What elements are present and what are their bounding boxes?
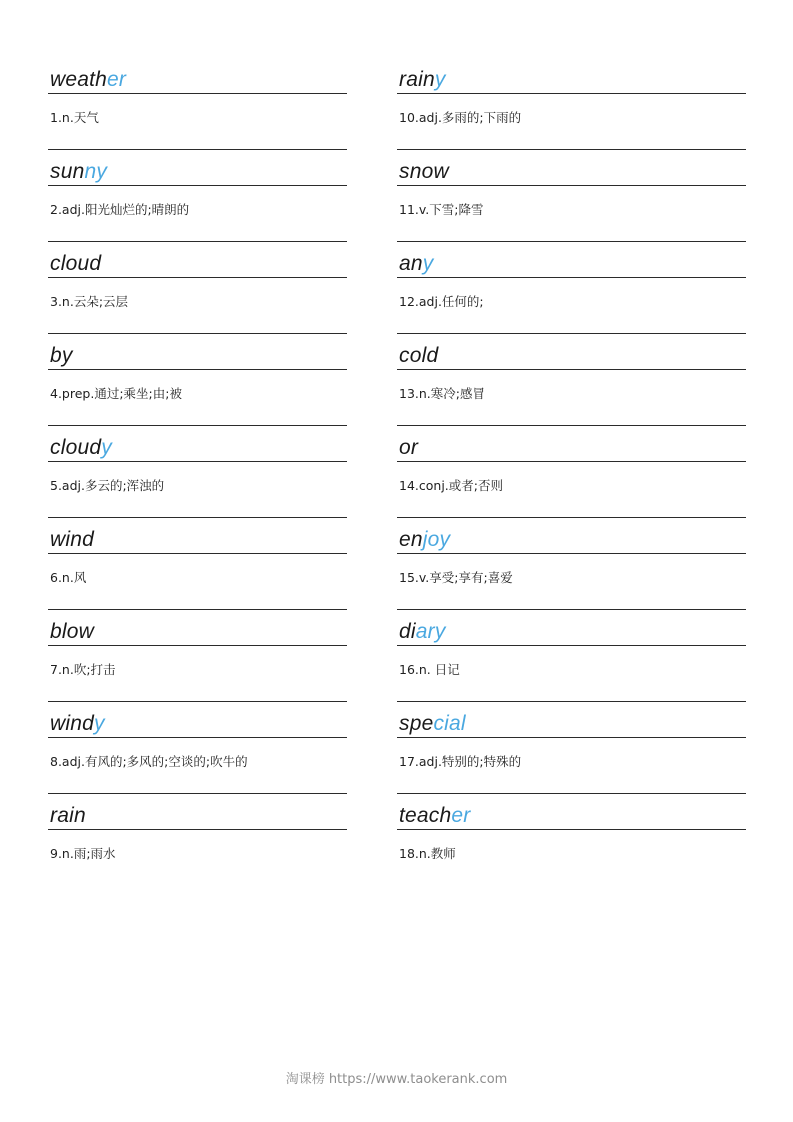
vocabulary-entry (397, 702, 746, 794)
vocabulary-word (50, 529, 94, 550)
definition-line (397, 186, 746, 242)
vocabulary-entry (48, 610, 347, 702)
definition-text: 18.n.教师 (399, 846, 456, 861)
definition-line (397, 462, 746, 518)
word-suffix-hint: cial (433, 712, 466, 735)
definition-text: 13.n.寒冷;感冒 (399, 386, 485, 401)
word-stem: rain (50, 804, 86, 827)
vocabulary-word (50, 621, 94, 642)
vocabulary-word (399, 253, 433, 274)
word-writing-line[interactable] (397, 150, 746, 186)
definition-line (48, 370, 347, 426)
word-stem: cloud (50, 252, 102, 275)
definition-text: 16.n. 日记 (399, 662, 460, 677)
word-stem: blow (50, 620, 94, 643)
word-suffix-hint: y (94, 712, 105, 735)
word-writing-line[interactable] (397, 702, 746, 738)
definition-line (397, 370, 746, 426)
vocabulary-entry (48, 150, 347, 242)
vocabulary-word (399, 161, 449, 182)
word-stem: by (50, 344, 73, 367)
definition-text: 15.v.享受;享有;喜爱 (399, 570, 513, 585)
word-writing-line[interactable] (48, 426, 347, 462)
vocabulary-word (399, 621, 446, 642)
definition-text: 2.adj.阳光灿烂的;晴朗的 (50, 202, 190, 217)
right-column (397, 58, 746, 886)
word-writing-line[interactable] (397, 794, 746, 830)
definition-text: 17.adj.特别的;特殊的 (399, 754, 522, 769)
vocabulary-entry (397, 242, 746, 334)
definition-text: 1.n.天气 (50, 110, 99, 125)
word-writing-line[interactable] (397, 242, 746, 278)
vocabulary-word (399, 529, 450, 550)
word-stem: spe (399, 712, 434, 735)
word-stem: di (399, 620, 416, 643)
definition-line (48, 646, 347, 702)
vocabulary-entry (397, 794, 746, 886)
vocabulary-entry (397, 518, 746, 610)
word-writing-line[interactable] (397, 518, 746, 554)
word-stem: an (399, 252, 423, 275)
vocabulary-word (399, 345, 438, 366)
vocabulary-entry (48, 794, 347, 886)
vocabulary-word (399, 713, 466, 734)
definition-text: 9.n.雨;雨水 (50, 846, 116, 861)
word-writing-line[interactable] (48, 334, 347, 370)
word-writing-line[interactable] (397, 426, 746, 462)
definition-line (397, 94, 746, 150)
definition-line (48, 278, 347, 334)
word-stem: sun (50, 160, 85, 183)
definition-text: 3.n.云朵;云层 (50, 294, 129, 309)
vocabulary-word (399, 805, 470, 826)
vocabulary-entry (397, 610, 746, 702)
footer-watermark: 淘课榜 https://www.taokerank.com (285, 1072, 508, 1087)
word-writing-line[interactable] (48, 518, 347, 554)
word-suffix-hint: y (422, 252, 434, 275)
word-writing-line[interactable] (397, 610, 746, 646)
word-stem: snow (399, 160, 449, 183)
vocabulary-entry (48, 334, 347, 426)
definition-text: 10.adj.多雨的;下雨的 (399, 110, 522, 125)
definition-text: 5.adj.多云的;浑浊的 (50, 478, 165, 493)
definition-line (48, 462, 347, 518)
vocabulary-columns (48, 58, 746, 886)
vocabulary-word (50, 437, 112, 458)
word-stem: en (399, 528, 423, 551)
definition-text: 8.adj.有风的;多风的;空谈的;吹牛的 (50, 754, 248, 769)
vocabulary-entry (48, 426, 347, 518)
word-stem: wind (50, 712, 94, 735)
word-writing-line[interactable] (397, 334, 746, 370)
word-writing-line[interactable] (48, 58, 347, 94)
vocabulary-word (50, 69, 126, 90)
word-writing-line[interactable] (48, 242, 347, 278)
definition-line (48, 830, 347, 886)
word-stem: or (399, 436, 419, 459)
word-suffix-hint: y (101, 436, 112, 459)
word-suffix-hint: joy (422, 528, 451, 551)
word-stem: wind (50, 528, 94, 551)
definition-text: 11.v.下雪;降雪 (399, 202, 484, 217)
vocabulary-entry (397, 58, 746, 150)
vocabulary-word (399, 69, 446, 90)
word-stem: teach (399, 804, 452, 827)
definition-line (48, 738, 347, 794)
definition-line (48, 186, 347, 242)
vocabulary-word (50, 345, 73, 366)
word-writing-line[interactable] (48, 702, 347, 738)
definition-text: 12.adj.任何的; (399, 294, 484, 309)
word-suffix-hint: y (434, 68, 446, 91)
word-stem: cloud (50, 436, 102, 459)
word-writing-line[interactable] (397, 58, 746, 94)
definition-line (48, 94, 347, 150)
definition-text: 7.n.吹;打击 (50, 662, 116, 677)
word-stem: cold (399, 344, 439, 367)
vocabulary-entry (48, 702, 347, 794)
definition-text: 14.conj.或者;否则 (399, 478, 503, 493)
vocabulary-word (399, 437, 418, 458)
word-writing-line[interactable] (48, 794, 347, 830)
vocabulary-entry (48, 518, 347, 610)
word-stem: weath (50, 68, 108, 91)
word-writing-line[interactable] (48, 610, 347, 646)
word-suffix-hint: er (451, 804, 471, 827)
vocabulary-entry (48, 58, 347, 150)
vocabulary-word (50, 161, 107, 182)
vocabulary-word (50, 713, 105, 734)
vocabulary-entry (397, 334, 746, 426)
word-stem: rain (399, 68, 435, 91)
definition-line (397, 554, 746, 610)
word-suffix-hint: ny (84, 160, 108, 183)
definition-line (397, 278, 746, 334)
vocabulary-entry (48, 242, 347, 334)
definition-line (397, 738, 746, 794)
word-suffix-hint: ary (415, 620, 446, 643)
definition-text: 4.prep.通过;乘坐;由;被 (50, 386, 182, 401)
word-suffix-hint: er (107, 68, 127, 91)
definition-line (48, 554, 347, 610)
definition-line (397, 830, 746, 886)
vocabulary-word (50, 253, 101, 274)
vocabulary-entry (397, 426, 746, 518)
definition-line (397, 646, 746, 702)
vocabulary-entry (397, 150, 746, 242)
definition-text: 6.n.风 (50, 570, 87, 585)
word-writing-line[interactable] (48, 150, 347, 186)
vocabulary-word (50, 805, 86, 826)
left-column (48, 58, 397, 886)
